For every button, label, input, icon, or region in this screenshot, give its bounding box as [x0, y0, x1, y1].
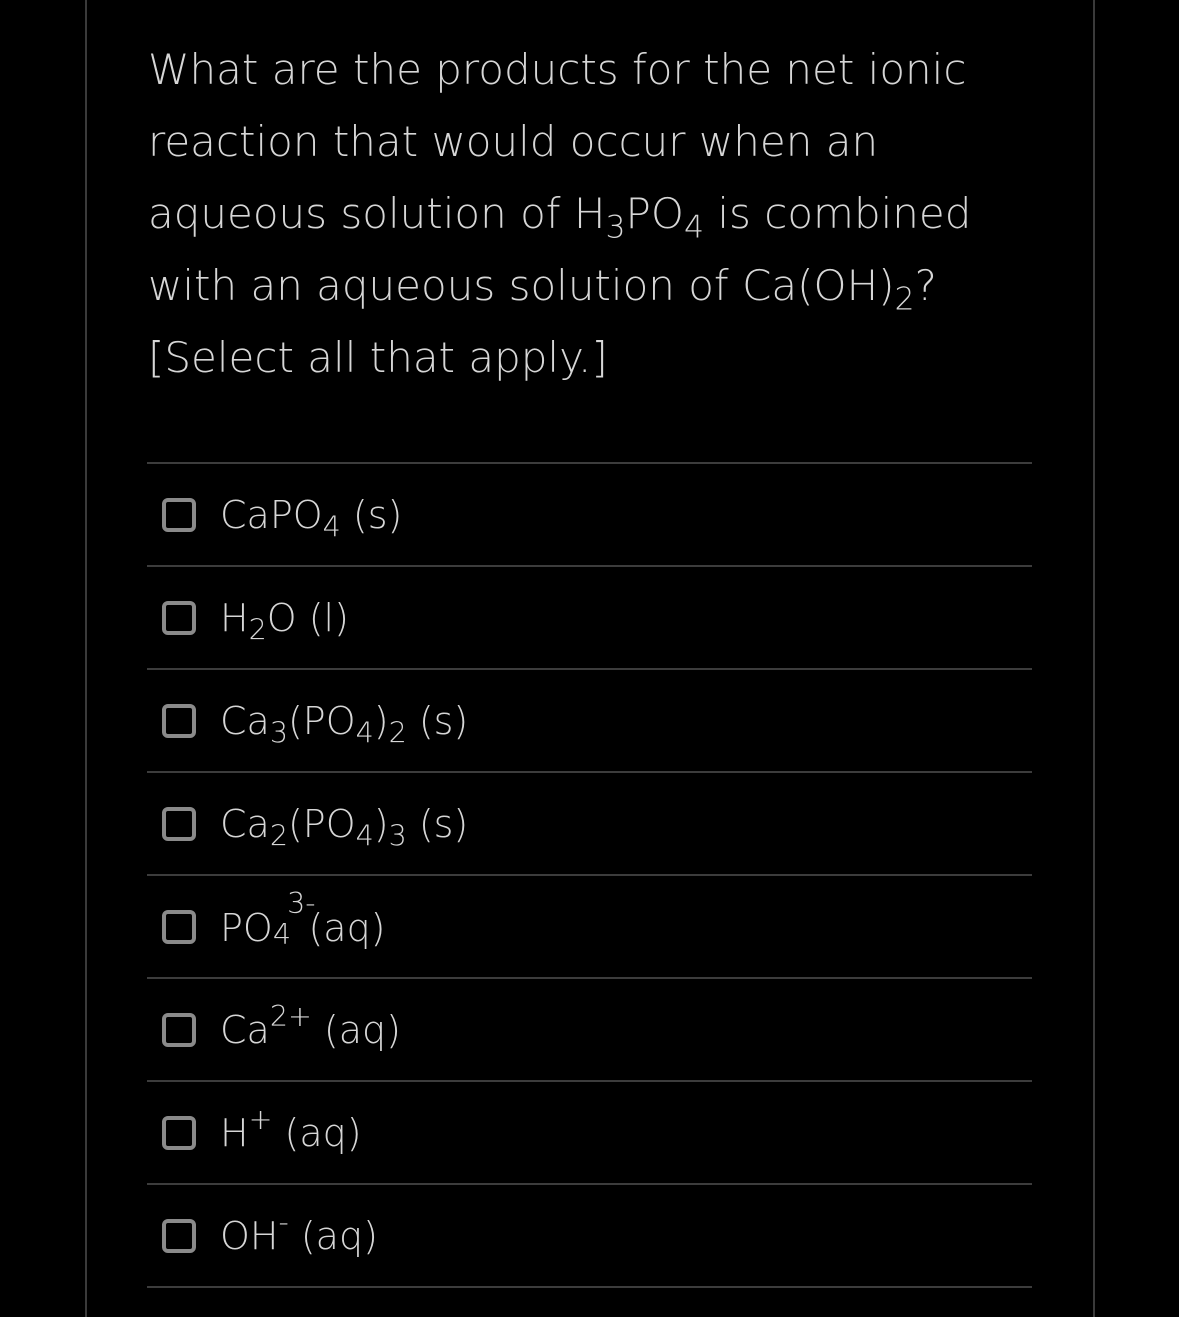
question-line-4-sub: 2 — [894, 281, 915, 318]
answer-choices — [147, 462, 1032, 1288]
right-border — [1093, 0, 1095, 1317]
choice-label: $Ca^{2+}$ (aq) — [220, 999, 401, 1052]
choice-label: $Ca_3(PO_4)_2$ (s) — [220, 698, 469, 750]
checkbox[interactable] — [162, 1219, 196, 1253]
question-instruction: [Select all that apply.] — [148, 333, 608, 382]
checkbox[interactable] — [162, 910, 196, 944]
question-line-3-prefix: aqueous solution of H — [148, 189, 606, 238]
choice-hydroxide-ion[interactable] — [147, 1185, 1032, 1288]
question-line-4 — [148, 250, 1028, 322]
question-line-4-suffix: ? — [914, 261, 937, 310]
choice-label: PO 4 3- (aq) — [220, 887, 386, 952]
checkbox[interactable] — [162, 807, 196, 841]
choice-label: $H_2O$ (l) — [220, 595, 349, 647]
question-line-2: reaction that would occur when an — [148, 117, 879, 166]
question-line-1: What are the products for the net ionic — [148, 45, 967, 94]
choice-label: OH- (aq) — [220, 1205, 378, 1258]
choice-calcium-ion[interactable] — [147, 979, 1032, 1082]
question-line-4-prefix: with an aqueous solution of Ca(OH) — [148, 261, 895, 310]
choice-ca2po43[interactable] — [147, 773, 1032, 876]
checkbox[interactable] — [162, 1116, 196, 1150]
question-line-3-mid: PO — [625, 189, 684, 238]
checkbox[interactable] — [162, 1013, 196, 1047]
checkbox[interactable] — [162, 601, 196, 635]
question-text — [148, 34, 1028, 394]
choice-label: CaPO$_4$ (s) — [220, 492, 403, 544]
choice-label: H+ (aq) — [220, 1102, 362, 1155]
question-line-3 — [148, 178, 1028, 250]
choice-capo4[interactable] — [147, 464, 1032, 567]
choice-label: $Ca_2(PO_4)_3$ (s) — [220, 801, 469, 853]
left-border — [85, 0, 87, 1317]
choice-hydrogen-ion[interactable] — [147, 1082, 1032, 1185]
choice-ca3po42[interactable] — [147, 670, 1032, 773]
question-line-3-sub2: 4 — [683, 209, 704, 246]
question-line-3-sub1: 3 — [605, 209, 626, 246]
choice-h2o[interactable] — [147, 567, 1032, 670]
checkbox[interactable] — [162, 704, 196, 738]
question-line-3-suffix: is combined — [703, 189, 972, 238]
choice-phosphate[interactable] — [147, 876, 1032, 979]
checkbox[interactable] — [162, 498, 196, 532]
